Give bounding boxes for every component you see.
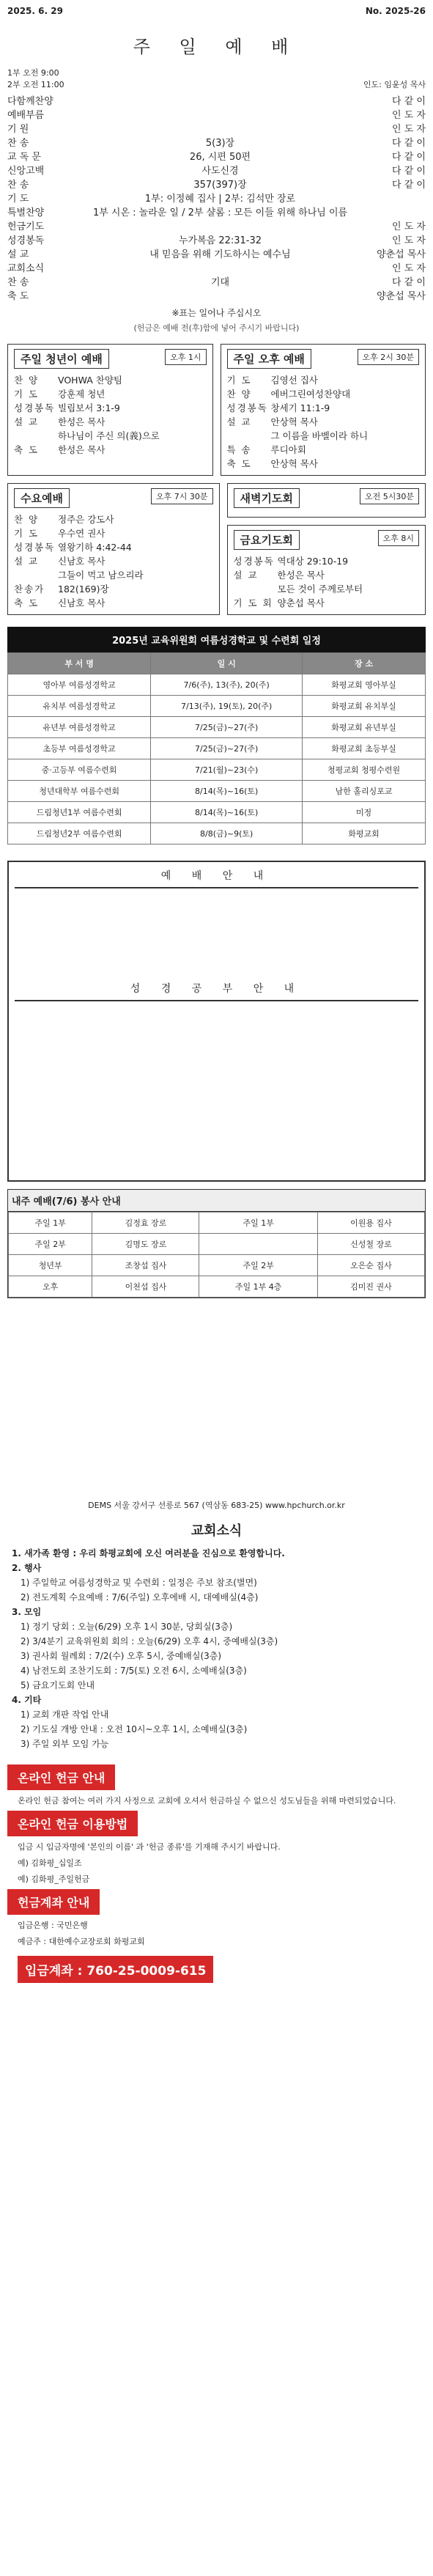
summer-cell: 초등부 여름성경학교 <box>8 738 151 759</box>
youth-key: 성경봉독 <box>14 402 56 413</box>
summer-cell: 7/25(금)~27(주) <box>151 738 303 759</box>
order-key: 다함께찬양 <box>7 96 53 107</box>
youth-value: 빌립보서 3:1-9 <box>58 402 120 413</box>
fri-service <box>227 525 426 615</box>
order-value <box>73 290 367 303</box>
summer-cell: 청평교회 청평수련원 <box>303 759 426 781</box>
pm-key: 축 도 <box>226 458 252 469</box>
order-row <box>7 262 426 276</box>
wed-time: 오후 7시 30분 <box>151 488 213 504</box>
order-row <box>7 95 426 108</box>
offering-account: 입금계좌 : 760-25-0009-615 <box>18 1956 213 1983</box>
summer-cell: 8/14(목)~16(토) <box>151 802 303 823</box>
order-row <box>7 248 426 262</box>
fri-key: 성경봉독 <box>233 556 275 567</box>
offering-ex1: 예) 김화평_십일조 <box>18 1858 82 1868</box>
top-line <box>7 0 426 16</box>
summer-row <box>8 738 426 759</box>
offering-tag: 온라인 헌금 안내 <box>7 1764 115 1790</box>
summer-row <box>8 717 426 738</box>
wed-row <box>14 526 213 540</box>
pray-cell: 김미진 권사 <box>317 1276 424 1298</box>
order-value: 26, 시편 50편 <box>189 152 251 163</box>
summer-cell: 8/14(목)~16(토) <box>151 781 303 802</box>
offering-acct-title: 헌금계좌 안내 <box>7 1889 100 1915</box>
youth-value: 강훈제 청년 <box>58 389 106 400</box>
news-item: 2) 기도실 개방 안내 : 오전 10시~오후 1시, 소예배실(3층) <box>21 1724 248 1734</box>
offering-ex2: 예) 김화평_주일헌금 <box>18 1874 90 1884</box>
order-person: 인 도 자 <box>392 124 426 135</box>
pray-table <box>8 1212 425 1298</box>
fri-row <box>234 582 420 596</box>
order-person: 인 도 자 <box>392 221 426 232</box>
fri-row <box>234 596 420 610</box>
news-item: 1) 교회 개판 작업 안내 <box>21 1710 109 1720</box>
pm-time: 오후 2시 30분 <box>358 349 420 365</box>
fri-value: 모든 것이 주께로부터 <box>277 584 363 595</box>
wed-row <box>14 582 213 596</box>
summer-cell: 청년대학부 여름수련회 <box>8 781 151 802</box>
news-item: 3. 모임 <box>12 1607 42 1617</box>
order-of-service <box>7 95 426 303</box>
wed-value: 신남호 목사 <box>58 556 106 567</box>
youth-row <box>14 387 207 401</box>
news-title: 교회소식 <box>190 1523 243 1539</box>
wed-title: 수요예배 <box>14 488 70 508</box>
youth-rows <box>14 373 207 457</box>
wed-key: 성경봉독 <box>14 542 56 553</box>
wed-row <box>14 512 213 526</box>
summer-cell: 드림청년1부 여름수련회 <box>8 802 151 823</box>
news-item: 3) 주일 외부 모임 가능 <box>21 1739 109 1749</box>
summer-cell: 화평교회 유년부실 <box>303 717 426 738</box>
study-title: 성 경 공 부 안 내 <box>15 981 418 1001</box>
order-person: 다 같 이 <box>392 96 426 107</box>
youth-key: 찬 양 <box>14 375 40 386</box>
fri-row <box>234 568 420 582</box>
summer-cell: 7/21(월)~23(수) <box>151 759 303 781</box>
pray-cell: 청년부 <box>9 1255 92 1276</box>
fri-key: 설 교 <box>233 570 259 581</box>
summer-cell: 유년부 여름성경학교 <box>8 717 151 738</box>
bulletin-box <box>7 861 426 1182</box>
summer-cell: 7/6(주), 13(주), 20(주) <box>151 674 303 696</box>
pm-key: 찬 양 <box>226 389 252 400</box>
summer-cell: 미정 <box>303 802 426 823</box>
pm-title: 주일 오후 예배 <box>227 349 311 369</box>
news-item: 1. 새가족 환영 : 우리 화평교회에 오신 여러분을 진심으로 환영합니다. <box>12 1548 285 1559</box>
pray-cell: 신성철 장로 <box>317 1234 424 1255</box>
wed-key <box>14 568 58 582</box>
pm-value: 안상혁 목사 <box>270 416 318 427</box>
fri-time: 오후 8시 <box>378 530 419 546</box>
news <box>7 1524 426 1751</box>
offering-how: 입금 시 입금자명에 '본인의 이름' 과 '헌금 종류'를 기재해 주시기 바랍니다. <box>18 1842 281 1852</box>
order-key: 기 원 <box>7 124 29 135</box>
wed-value: 그들이 먹고 남으리라 <box>58 570 144 581</box>
order-key: 찬 송 <box>7 277 29 288</box>
summer-row <box>8 823 426 844</box>
fri-value: 한성은 목사 <box>277 570 325 581</box>
order-person: 다 같 이 <box>392 277 426 288</box>
study-schedule <box>15 1006 418 1174</box>
summer-cell: 화평교회 영아부실 <box>303 674 426 696</box>
wed-service <box>7 483 220 615</box>
order-person: 인 도 자 <box>392 110 426 121</box>
order-value: 1부: 이정혜 집사 | 2부: 김석만 장로 <box>144 194 296 205</box>
order-key: 찬 송 <box>7 180 29 191</box>
youth-service <box>7 344 213 476</box>
services-row-1 <box>7 336 426 476</box>
order-row <box>7 136 426 150</box>
order-key: 예배부름 <box>7 110 45 121</box>
news-item: 4) 남전도회 조찬기도회 : 7/5(토) 오전 6시, 소예배실(3층) <box>21 1666 247 1676</box>
order-value: 기대 <box>210 277 230 288</box>
summer-body <box>8 674 426 844</box>
summer-header <box>8 653 426 674</box>
pray-cell: 김명도 장로 <box>92 1234 199 1255</box>
order-key: 찬 송 <box>7 138 29 149</box>
summer-cell: 화평교회 유치부실 <box>303 696 426 717</box>
pm-value: 안상혁 목사 <box>270 458 318 469</box>
bulletin-page <box>7 0 426 1987</box>
pray-row <box>9 1234 425 1255</box>
leader: 인도: 임윤성 목사 <box>363 80 426 89</box>
wed-row <box>14 596 213 610</box>
summer-cell: 7/25(금)~27(주) <box>151 717 303 738</box>
wed-value: 신남호 목사 <box>58 597 106 608</box>
services-row-2 <box>7 476 426 615</box>
news-item: 1) 주일학교 여름성경학교 및 수련회 : 일정은 주보 참조(별면) <box>21 1578 257 1588</box>
wed-rows <box>14 512 213 610</box>
pm-value: 그 이름을 바벨이라 하니 <box>270 430 369 441</box>
wed-value: 우수연 권사 <box>58 528 106 539</box>
pm-value: 루디아회 <box>270 444 306 455</box>
wed-key: 찬송가 <box>14 584 45 595</box>
right-col <box>227 476 426 615</box>
order-key: 교회소식 <box>7 263 45 274</box>
order-row <box>7 192 426 206</box>
summer-table <box>7 652 426 844</box>
pm-row <box>227 429 420 443</box>
order-person <box>367 192 426 206</box>
order-key: 신앙고백 <box>7 166 45 177</box>
summer-row <box>8 674 426 696</box>
order-person: 인 도 자 <box>392 263 426 274</box>
wed-row <box>14 554 213 568</box>
summer-cell: 8/8(금)~9(토) <box>151 823 303 844</box>
dawn-service <box>227 483 426 518</box>
pm-key <box>227 429 271 443</box>
fri-title: 금요기도회 <box>234 530 300 550</box>
order-value: 누가복음 22:31-32 <box>178 235 262 246</box>
youth-row <box>14 373 207 387</box>
order-value <box>73 220 367 234</box>
summer-row <box>8 781 426 802</box>
youth-value: VOHWA 찬양팀 <box>58 375 122 386</box>
summer-row <box>8 759 426 781</box>
bulletin-title: 예 배 안 내 <box>15 868 418 888</box>
pray-body <box>9 1212 425 1298</box>
service-times <box>7 67 426 90</box>
pm-service <box>221 344 426 476</box>
youth-row <box>14 415 207 429</box>
youth-time: 오후 1시 <box>165 349 206 365</box>
order-value <box>73 262 367 276</box>
order-row <box>7 234 426 248</box>
date: 2025. 6. 29 <box>7 6 63 16</box>
offering-how-title: 온라인 헌금 이용방법 <box>7 1811 138 1836</box>
pm-row <box>227 443 420 457</box>
bulletin-no: No. 2025-26 <box>365 6 426 16</box>
pm-key: 기 도 <box>226 375 252 386</box>
pm-key: 특 송 <box>226 444 252 455</box>
wed-key: 기 도 <box>14 528 40 539</box>
dawn-title: 새벽기도회 <box>234 488 300 508</box>
summer-cell: 유치부 여름성경학교 <box>8 696 151 717</box>
order-note: ※표는 일어나 주십시오 <box>171 308 262 318</box>
order-person: 양춘섭 목사 <box>377 291 426 302</box>
order-note-2: (헌금은 예배 전(후)함에 넣어 주시기 바랍니다) <box>133 323 300 333</box>
news-item: 3) 권사회 월례회 : 7/2(수) 오후 5시, 중예배실(3층) <box>21 1651 222 1661</box>
news-item: 1) 정기 당회 : 오늘(6/29) 오후 1시 30분, 당회실(3층) <box>21 1622 233 1632</box>
news-item: 4. 기타 <box>12 1695 42 1705</box>
pray-cell: 이천섭 집사 <box>92 1276 199 1298</box>
youth-title: 주일 청년이 예배 <box>14 349 109 369</box>
order-person: 다 같 이 <box>392 138 426 149</box>
summer-cell: 중·고등부 여름수련회 <box>8 759 151 781</box>
order-person: 인 도 자 <box>392 235 426 246</box>
wed-value: 182(169)장 <box>58 584 109 595</box>
order-person <box>367 206 426 220</box>
order-row <box>7 276 426 290</box>
pray-row <box>9 1255 425 1276</box>
pm-value: 김영선 집사 <box>270 375 318 386</box>
order-key: 헌금기도 <box>7 221 45 232</box>
staff-list <box>7 1298 426 1489</box>
pray-cell: 오은순 집사 <box>317 1255 424 1276</box>
pm-value: 에버그린여성찬양대 <box>270 389 351 400</box>
order-key: 축 도 <box>7 291 29 302</box>
fri-key: 기 도 회 <box>233 597 273 608</box>
footer: DEMS 서울 강서구 선릉로 567 (역삼동 683-25) www.hpchurch.or.kr <box>88 1501 345 1510</box>
pm-key: 성경봉독 <box>226 402 268 413</box>
order-key: 기 도 <box>7 194 29 205</box>
summer-title: 2025년 교육위원회 여름성경학교 및 수련회 일정 <box>7 627 426 652</box>
youth-value: 한성은 목사 <box>58 444 106 455</box>
news-item: 2) 전도계획 수요예배 : 7/6(주일) 오후에배 시, 대예배실(4층) <box>21 1592 259 1602</box>
order-value <box>73 108 367 122</box>
order-row <box>7 220 426 234</box>
youth-row <box>14 429 207 443</box>
pray-row <box>9 1276 425 1298</box>
summer-row <box>8 802 426 823</box>
order-key: 특별찬양 <box>7 207 45 218</box>
summer-header-cell: 장 소 <box>303 653 426 674</box>
youth-row <box>14 443 207 457</box>
pm-row <box>227 415 420 429</box>
youth-key <box>14 429 58 443</box>
order-person: 다 같 이 <box>392 180 426 191</box>
order-value: 사도신경 <box>201 166 239 177</box>
order-row <box>7 122 426 136</box>
pray-box <box>7 1189 426 1298</box>
pray-cell: 김정효 장로 <box>92 1212 199 1234</box>
order-value: 357(397)장 <box>193 180 247 191</box>
pray-cell: 조창섭 집사 <box>92 1255 199 1276</box>
summer-cell: 드림청년2부 여름수련회 <box>8 823 151 844</box>
news-item: 2) 3/4분기 교육위원회 회의 : 오늘(6/29) 오후 4시, 중예배실(3층) <box>21 1636 278 1646</box>
pray-title: 내주 예배(7/6) 봉사 안내 <box>8 1190 425 1212</box>
dawn-time: 오전 5시30분 <box>360 488 419 504</box>
pm-value: 창세기 11:1-9 <box>270 402 330 413</box>
pray-row <box>9 1212 425 1234</box>
pray-cell: 주일 2부 <box>9 1234 92 1255</box>
order-person: 다 같 이 <box>392 152 426 163</box>
order-key: 교 독 문 <box>7 152 41 163</box>
wed-key: 설 교 <box>14 556 40 567</box>
pray-cell: 오후 <box>9 1276 92 1298</box>
order-value: 1부 시온 : 놀라운 일 / 2부 샬롬 : 모든 이들 위해 하나님 이름 <box>92 207 348 218</box>
pray-cell: 주일 2부 <box>199 1255 317 1276</box>
pray-cell: 주일 1부 <box>9 1212 92 1234</box>
fri-rows <box>234 554 420 610</box>
pm-row <box>227 401 420 415</box>
youth-key: 기 도 <box>14 389 40 400</box>
order-key: 성경봉독 <box>7 235 45 246</box>
order-row <box>7 150 426 164</box>
order-row <box>7 164 426 178</box>
pray-cell: 이원용 집사 <box>317 1212 424 1234</box>
order-row <box>7 108 426 122</box>
summer-cell: 남한 홀리싱포교 <box>303 781 426 802</box>
time-1: 1부 오전 9:00 <box>7 68 59 78</box>
pray-cell: 주일 1부 <box>199 1212 317 1234</box>
wed-value: 열왕기하 4:42-44 <box>58 542 132 553</box>
order-row <box>7 290 426 303</box>
pm-key: 설 교 <box>226 416 252 427</box>
page-title: 주 일 예 배 <box>133 37 300 57</box>
pm-row <box>227 387 420 401</box>
order-value <box>73 95 367 108</box>
wed-key: 찬 양 <box>14 514 40 525</box>
offering-bank: 입금은행 : 국민은행 <box>18 1921 88 1930</box>
pray-cell: 주일 1부 4층 <box>199 1276 317 1298</box>
wed-value: 정주은 강도사 <box>58 514 114 525</box>
order-row <box>7 178 426 192</box>
pray-cell <box>199 1234 317 1255</box>
fri-value: 역대상 29:10-19 <box>277 556 349 567</box>
youth-value: 한성은 목사 <box>58 416 106 427</box>
order-person: 양춘섭 목사 <box>377 249 426 260</box>
wed-row <box>14 540 213 554</box>
order-value <box>73 122 367 136</box>
bulletin-schedule <box>15 893 418 981</box>
order-key: 설 교 <box>7 249 29 260</box>
youth-row <box>14 401 207 415</box>
fri-key <box>234 582 278 596</box>
wed-row <box>14 568 213 582</box>
offering-desc: 온라인 헌금 참여는 여러 가지 사정으로 교회에 오셔서 헌금하실 수 없으신 성도님들을 위해 마련되었습니다. <box>18 1796 396 1806</box>
online-offering <box>7 1764 426 1987</box>
summer-header-cell: 일 시 <box>151 653 303 674</box>
summer-row <box>8 696 426 717</box>
summer-cell: 영아부 여름성경학교 <box>8 674 151 696</box>
youth-key: 설 교 <box>14 416 40 427</box>
order-value: 내 믿음을 위해 기도하시는 예수님 <box>149 249 291 260</box>
news-items <box>7 1546 426 1751</box>
pm-rows <box>227 373 420 471</box>
time-2: 2부 오전 11:00 <box>7 80 64 89</box>
wed-key: 축 도 <box>14 597 40 608</box>
order-value: 5(3)장 <box>205 138 235 149</box>
fri-value: 양춘섭 목사 <box>277 597 325 608</box>
fri-row <box>234 554 420 568</box>
news-item: 2. 행사 <box>12 1563 42 1573</box>
youth-value: 하나님이 주신 의(義)으로 <box>58 430 160 441</box>
summer-cell: 7/13(주), 19(토), 20(주) <box>151 696 303 717</box>
news-item: 5) 금요기도회 안내 <box>21 1680 95 1690</box>
order-row <box>7 206 426 220</box>
order-person: 다 같 이 <box>392 166 426 177</box>
summer-cell: 화평교회 초등부실 <box>303 738 426 759</box>
summer-header-cell: 부 서 명 <box>8 653 151 674</box>
summer-cell: 화평교회 <box>303 823 426 844</box>
offering-holder: 예금주 : 대한예수교장로회 화평교회 <box>18 1937 145 1946</box>
pm-row <box>227 457 420 471</box>
youth-key: 축 도 <box>14 444 40 455</box>
pm-row <box>227 373 420 387</box>
